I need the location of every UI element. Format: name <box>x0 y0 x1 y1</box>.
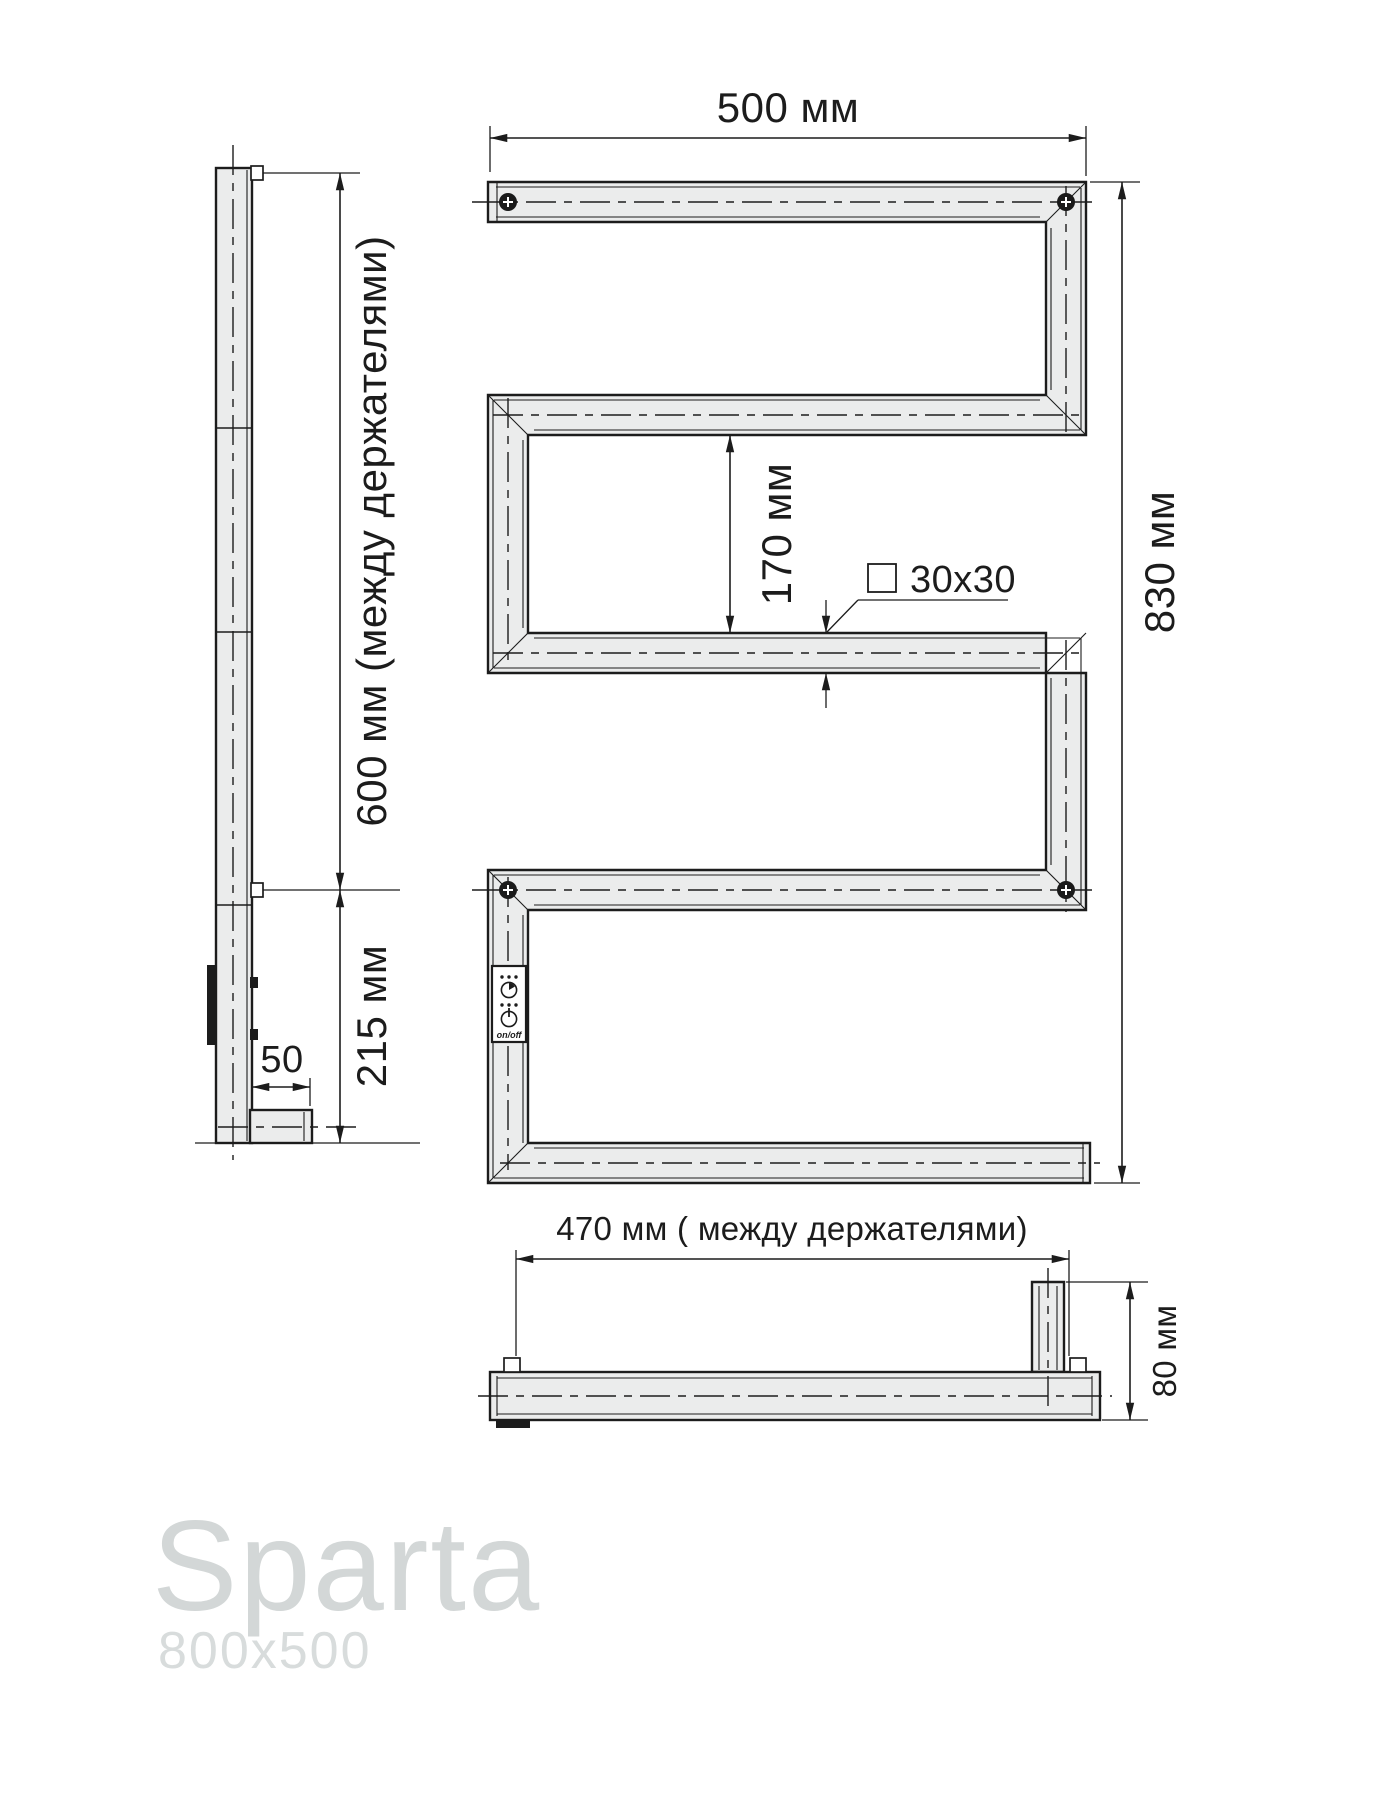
front-view <box>472 84 1183 1183</box>
side-holder-bottom <box>251 883 263 897</box>
mount-screw-icon <box>499 193 517 211</box>
bottom-view <box>478 1210 1183 1428</box>
onoff-label: on/off <box>496 1030 522 1040</box>
side-element-cover <box>207 965 216 1045</box>
side-holders-dimension <box>263 173 400 890</box>
tube-profile-label: 30x30 <box>910 559 1017 601</box>
side-view <box>195 145 420 1160</box>
side-foot-depth-dimension <box>252 1039 310 1106</box>
dots-row <box>500 1003 517 1006</box>
bottom-holders-dim-label: 470 мм ( между держателями) <box>556 1210 1028 1247</box>
mount-screw-icon <box>1057 881 1075 899</box>
front-rung-gap-label: 170 мм <box>753 462 800 606</box>
side-foot-depth-label: 50 <box>260 1039 304 1081</box>
dots-row <box>500 975 517 978</box>
side-button-nub <box>250 1029 258 1040</box>
front-rung-gap-dimension <box>730 435 800 633</box>
tube-inner-edges <box>493 183 1084 1182</box>
front-centerlines <box>472 186 1100 1170</box>
mitre-joints <box>488 182 1086 1183</box>
mount-screw-icon <box>499 881 517 899</box>
side-holders-dim-label: 600 мм (между держателями) <box>348 235 395 827</box>
square-profile-icon <box>868 564 896 592</box>
front-width-dimension <box>490 84 1086 176</box>
front-height-dim-label: 830 мм <box>1136 490 1183 634</box>
mount-screw-icon <box>1057 193 1075 211</box>
watermark <box>152 1495 541 1680</box>
front-width-dim-label: 500 мм <box>716 84 860 131</box>
control-panel <box>492 966 526 1042</box>
product-size: 800x500 <box>158 1622 372 1680</box>
front-height-dimension <box>1090 182 1183 1183</box>
side-lower-dim-label: 215 мм <box>348 944 395 1088</box>
side-button-nub <box>250 977 258 988</box>
bottom-holders-dimension <box>516 1210 1069 1356</box>
bottom-holder-right <box>1070 1358 1086 1372</box>
bottom-holder-left <box>504 1358 520 1372</box>
serpentine-tube <box>488 182 1090 1183</box>
side-holder-top <box>251 166 263 180</box>
product-name: Sparta <box>152 1495 542 1638</box>
bottom-height-dim-label: 80 мм <box>1146 1304 1183 1398</box>
bottom-element-cover <box>496 1420 530 1428</box>
side-lower-dimension <box>340 890 395 1143</box>
